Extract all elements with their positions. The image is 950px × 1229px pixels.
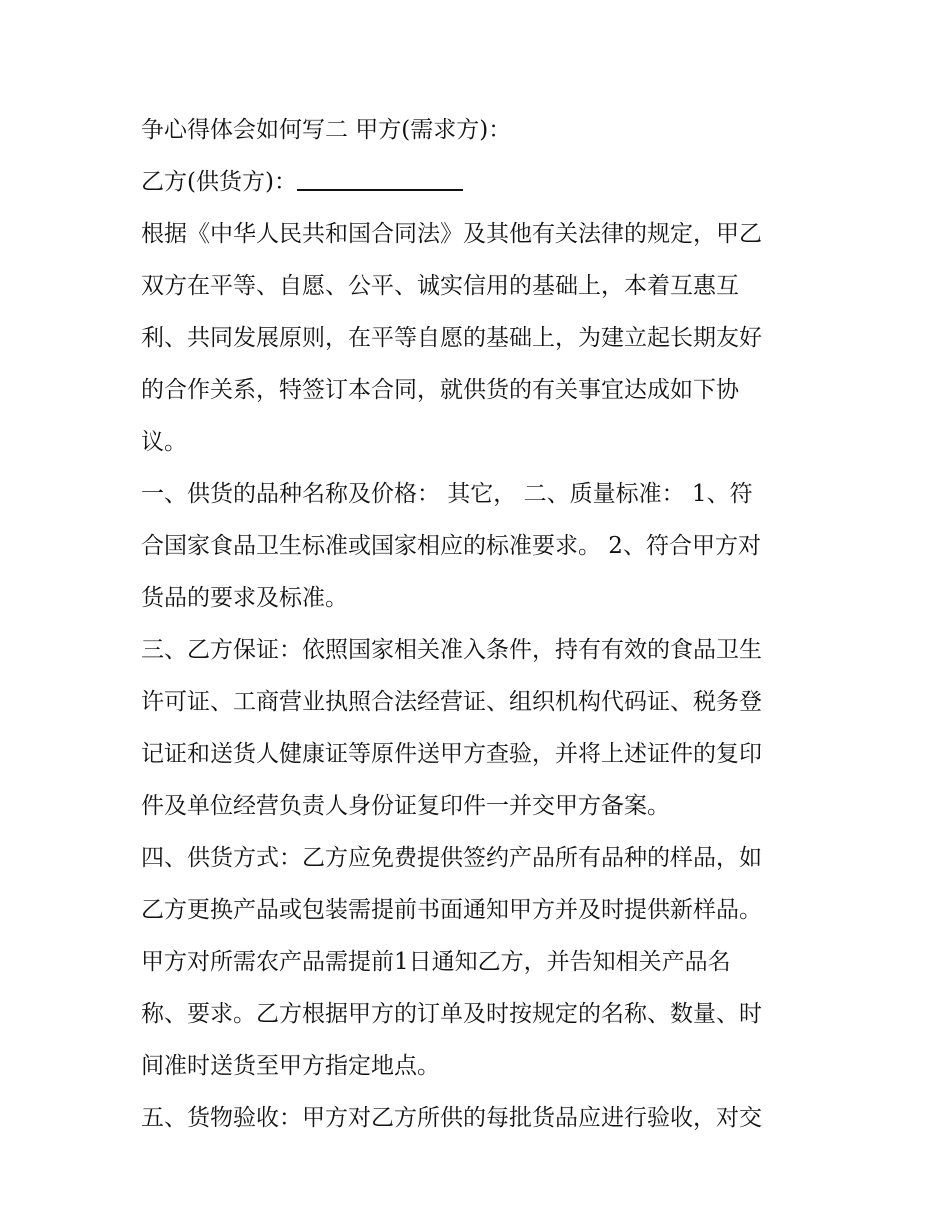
paragraph-line: 称、要求。乙方根据甲方的订单及时按规定的名称、数量、时	[141, 1001, 762, 1027]
paragraph-line: 一、供货的品种名称及价格： 其它， 二、质量标准： 1、符	[141, 481, 753, 507]
paragraph-line: 合国家食品卫生标准或国家相应的标准要求。 2、符合甲方对	[141, 533, 761, 559]
paragraph-line: 的合作关系，特签订本合同，就供货的有关事宜达成如下协	[141, 377, 739, 403]
paragraph-clause-3	[141, 631, 821, 826]
paragraph-clause-4	[141, 839, 821, 1086]
paragraph-clause-5	[141, 1099, 821, 1138]
paragraph-line: 五、货物验收：甲方对乙方所供的每批货品应进行验收，对交	[141, 1105, 762, 1131]
paragraph-line: 许可证、工商营业执照合法经营证、组织机构代码证、税务登	[141, 689, 762, 715]
paragraph-line: 根据《中华人民共和国合同法》及其他有关法律的规定，甲乙	[141, 221, 762, 247]
title-line: 争心得体会如何写二 甲方(需求方)：	[141, 117, 512, 143]
paragraph-line: 间准时送货至甲方指定地点。	[141, 1053, 440, 1079]
paragraph-line: 三、乙方保证：依照国家相关准入条件，持有有效的食品卫生	[141, 637, 762, 663]
paragraph-line: 乙方更换产品或包装需提前书面通知甲方并及时提供新样品。	[141, 897, 762, 923]
paragraph-line: 四、供货方式：乙方应免费提供签约产品所有品种的样品，如	[141, 845, 762, 871]
paragraph-clauses-1-2	[141, 475, 821, 618]
paragraph-line: 记证和送货人健康证等原件送甲方查验，并将上述证件的复印	[141, 741, 762, 767]
supplier-blank-underline	[297, 165, 463, 191]
supplier-label: 乙方(供货方)：	[141, 169, 297, 195]
paragraph-preamble	[141, 215, 821, 462]
supplier-line	[141, 163, 821, 202]
paragraph-line: 利、共同发展原则，在平等自愿的基础上，为建立起长期友好	[141, 325, 762, 351]
document-body	[141, 111, 821, 1149]
paragraph-line: 双方在平等、自愿、公平、诚实信用的基础上，本着互惠互	[141, 273, 739, 299]
paragraph-line: 议。	[141, 429, 187, 455]
paragraph-line: 甲方对所需农产品需提前1日通知乙方，并告知相关产品名	[141, 949, 731, 975]
paragraph-line: 件及单位经营负责人身份证复印件一并交甲方备案。	[141, 793, 670, 819]
paragraph-line: 货品的要求及标准。	[141, 585, 348, 611]
